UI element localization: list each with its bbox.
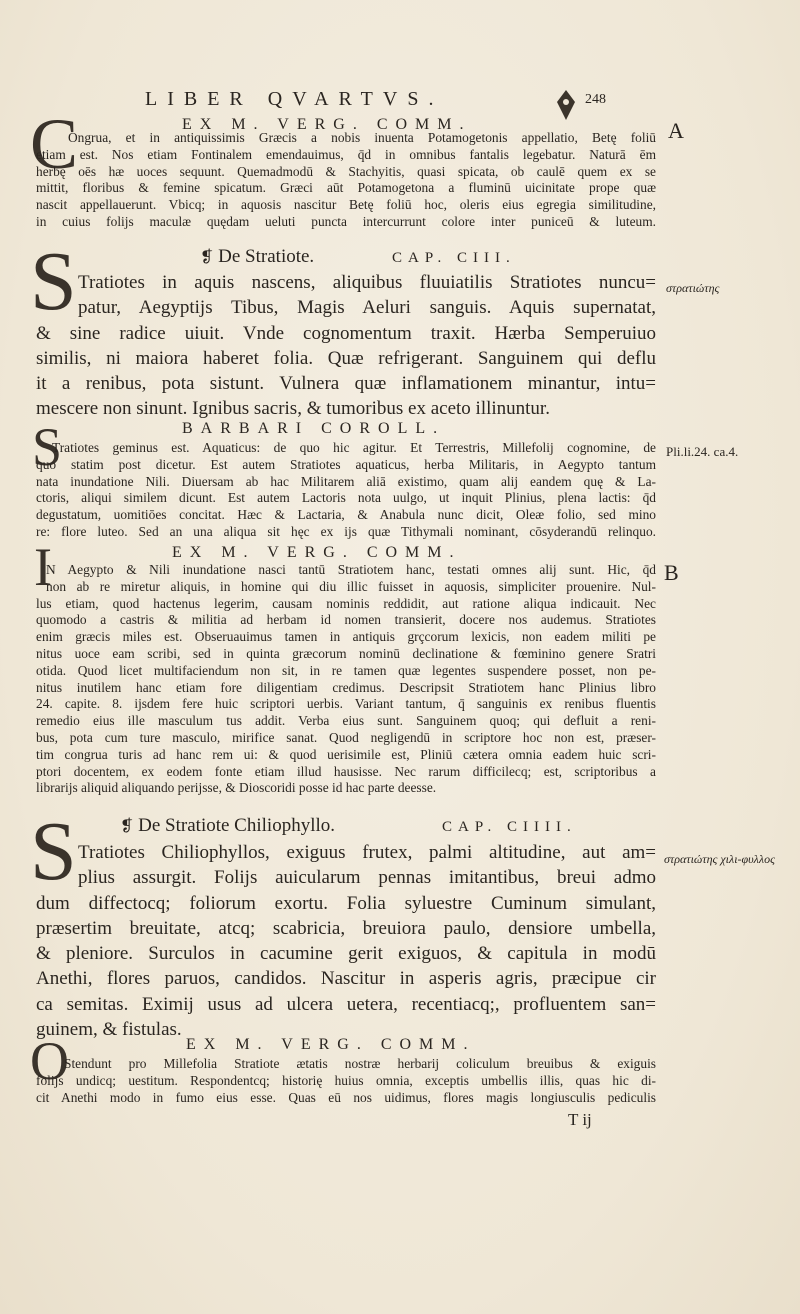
text-line: 24. capite. 8. ijsdem fere huic scriptori uerbis. Variant tantum, q̄ sanguinis ex renibus fluentis [36, 696, 656, 712]
section-heading-comm-3: EX M. VERG. COMM. [186, 1036, 476, 1053]
drop-cap-o: O [30, 1031, 69, 1091]
section2-text [36, 270, 656, 422]
text-line: & pleniore. Surculos in cacumine gerit exiguos, & capitula in modū [36, 943, 656, 965]
text-line: ptori docentem, ex eodem fonte etiam illud hausisse. Nec rarum difficilecq; est, scriptoribus a [36, 763, 656, 779]
text-line: Tratiotes in aquis nascens, aliquibus fluuiatilis Stratiotes nuncu= [78, 272, 656, 293]
text-line: guinem, & fistulas. [36, 1019, 182, 1041]
text-line: quo statim post dicetur. Est autem Stratiotes aquaticus, herba Militaris, in Aegypto tantum [36, 456, 656, 472]
text-line: folijs undicq; uestitum. Respondentcq; historię huius omnia, exceptis umbellis illis, quas hic di- [36, 1072, 656, 1088]
section-heading-comm-2: EX M. VERG. COMM. [172, 544, 462, 561]
drop-cap-i: I [34, 537, 52, 597]
section-heading-comm-1: EX M. VERG. COMM. [182, 116, 472, 133]
text-line: quomodo a castris & militia ad herbam id nomen transierit, docere nos audemus. Stratiotes [36, 612, 656, 628]
folio-number: 248 [585, 92, 606, 107]
text-line: degustatum, uomitiōes concitat. Hæc & Lactaria, & Anabula nunc dicit, Oleæ folio, sed mino [36, 507, 656, 523]
text-line: remedio eius ille masculum tus addit. Verba eius sunt. Sanguinem quoq; qui defluit a reni- [36, 713, 656, 729]
text-line: tim congrua turis ad hanc rem ui: & quod uerisimile est, Pliniū cætera omnia eadem huic scri- [36, 746, 656, 762]
chapter-number: CAP. CIIII. [442, 819, 577, 835]
text-line: etiam est. Nos etiam Fontinalem emendauimus, q̄d in omnibus fantalis legebatur. Naturā ēm [36, 146, 656, 162]
text-line: similis, ni maiora haberet folia. Quæ refrigerant. Sanguinem qui deflu [36, 347, 656, 369]
margin-letter-b: B [664, 560, 679, 585]
text-line: Tratiotes Chiliophyllos, exiguus frutex, palmi altitudine, aut am= [78, 842, 656, 863]
text-line: Anethi, flores paruos, candidos. Nascitur in asperis agris, præcipue cir [36, 968, 656, 990]
drop-cap-s: S [30, 235, 77, 328]
pilcrow-icon: ❡ [120, 818, 134, 835]
chapter-number: CAP. CIII. [392, 250, 516, 266]
text-line: nata inundatione Nili. Diuersam ab hac Militarem aliā existimo, quam alij eandem quę & La- [36, 473, 656, 489]
section3-text [36, 440, 656, 541]
text-line: bus, pota cum ture masculo, mirifice sanat. Quod negligendū in scriptore hoc non est, præser- [36, 729, 656, 745]
section-heading-coroll: BARBARI COROLL. [182, 420, 446, 437]
drop-cap-c: C [30, 104, 79, 184]
text-line: cit Anethi modo in fumo eius esse. Quas eū nos uidimus, flores magis longiusculis pediculis [36, 1089, 656, 1105]
marginal-reference-pliny: Pli.li.24. ca.4. [666, 444, 739, 459]
chapter-title-stratiote: ❡ De Stratiote. [200, 246, 315, 267]
text-line: ctoris, aliqui similem dicunt. Est autem Lactoris nota uulgo, ut inquit Plinius, plena lactis: q̄d [36, 490, 656, 506]
pilcrow-icon: ❡ [200, 249, 214, 266]
section4-text [36, 562, 656, 797]
text-line: & sine radice uiuit. Vnde cognomentum traxit. Hærba Semperuiuo [36, 322, 656, 344]
marginal-greek-stratiotes: στρατιώτης [666, 281, 720, 295]
text-line: mescere non sinunt. Ignibus sacris, & tumoribus ex aceto illinuntur. [36, 398, 550, 420]
margin-letter-a: A [668, 118, 684, 143]
text-line: Stendunt pro Millefolia Stratiote ætatis nostræ herbarij coliculum breuibus & exiguis [64, 1056, 656, 1071]
text-line: enim græcis miles est. Obseruauimus tamen in antiquis grçcorum lexicis, non eadem militi pe [36, 629, 656, 645]
chapter-title-chiliophyllo: ❡ De Stratiote Chiliophyllo. [120, 815, 336, 836]
text-line: patur, Aegyptijs Tibus, Magis Aeluri sanguis. Aquis supernatat, [78, 297, 656, 319]
fleuron-icon [553, 88, 579, 122]
text-line: dum diffectocq; foliorum exortu. Folia syluestre Cuminum simulant, [36, 892, 656, 914]
section5-text [36, 840, 656, 1042]
text-line: nitus inutilem hanc etiam fore diligentiam credimus. Descripsit Stratiotem hanc Plinius libro [36, 679, 656, 695]
section6-text [36, 1056, 656, 1106]
text-line: non ab re miretur aliquis, in homine qui diu illic fuisset in aquosis, simpliciter prouenire. Nul- [46, 578, 656, 594]
text-line: otida. Quod licet multifaciendum non sit, in re tamen quæ legentes suspendere posset, non pe- [36, 662, 656, 678]
text-line: herbę oēs hæ uoces sequunt. Quemadmodū & Stachyitis, quasi spicata, ob caulē quem ex se [36, 163, 656, 179]
text-line: præsertim breuitate, atcq; scabricia, breuiora paulo, densiore umbella, [36, 917, 656, 939]
printer-signature: T ij [568, 1110, 592, 1129]
text-line: it a renibus, pota sistunt. Vulnera quæ inflamationem minantur, intu= [36, 373, 656, 395]
marginal-greek-chiliophyllos: στρατιώτης χιλι-φυλλος [664, 852, 775, 866]
text-line: ca semitas. Eximij usus ad ulcera uetera, recentiacq;, profluentem san= [36, 993, 656, 1015]
text-line: librarijs aliquid aliquando perijsse, & Dioscoridi posse id hac parte deesse. [36, 780, 437, 796]
text-line: mittit, floribus & femine spicatum. Græci aūt Potamogetona a fluminū uicinitate prope quæ [36, 180, 656, 196]
text-line: in cuius folijs maculæ quędam ueluti puncta intercurrunt colore inter puniceū & luteum. [36, 213, 656, 229]
text-line: lus etiam, quod hactenus legerim, causam nominis reddidit, aut ratione aliqua indicauit. Nec [36, 595, 656, 611]
text-line: nascit appellauerunt. Vbicq; in aquosis nascitur Betę foliū hoc, oleris eius egregia similitudine, [36, 197, 656, 213]
text-line: plius assurgit. Folijs auicularum pennas imitantibus, breui admo [78, 867, 656, 889]
text-line: Tratiotes geminus est. Aquaticus: de quo hic agitur. Et Terrestris, Millefolij cognomine, de [52, 440, 656, 455]
drop-cap-s-small: S [32, 417, 63, 477]
drop-cap-s-large: S [30, 805, 77, 898]
text-line: N Aegypto & Nili inundatione nasci tantū Stratiotem hanc, testati omnes alij sunt. Hic, q̄d [46, 562, 656, 577]
text-line: re: flore luteo. Sed an una aliqua sit hęc ex ijs quæ Tithymali nominant, cōsyderandū relinquo. [36, 523, 656, 539]
running-head: LIBER QVARTVS. [145, 88, 444, 110]
text-line: nitus uoce eam scribi, sed in quinta græcorum nominū declinatione & fœminino genere Sratri [36, 645, 656, 661]
text-line: Ongrua, et in antiquissimis Græcis a nobis inuenta Potamogetonis appellatio, Betę foliū [68, 130, 656, 145]
section1-text [36, 130, 656, 231]
